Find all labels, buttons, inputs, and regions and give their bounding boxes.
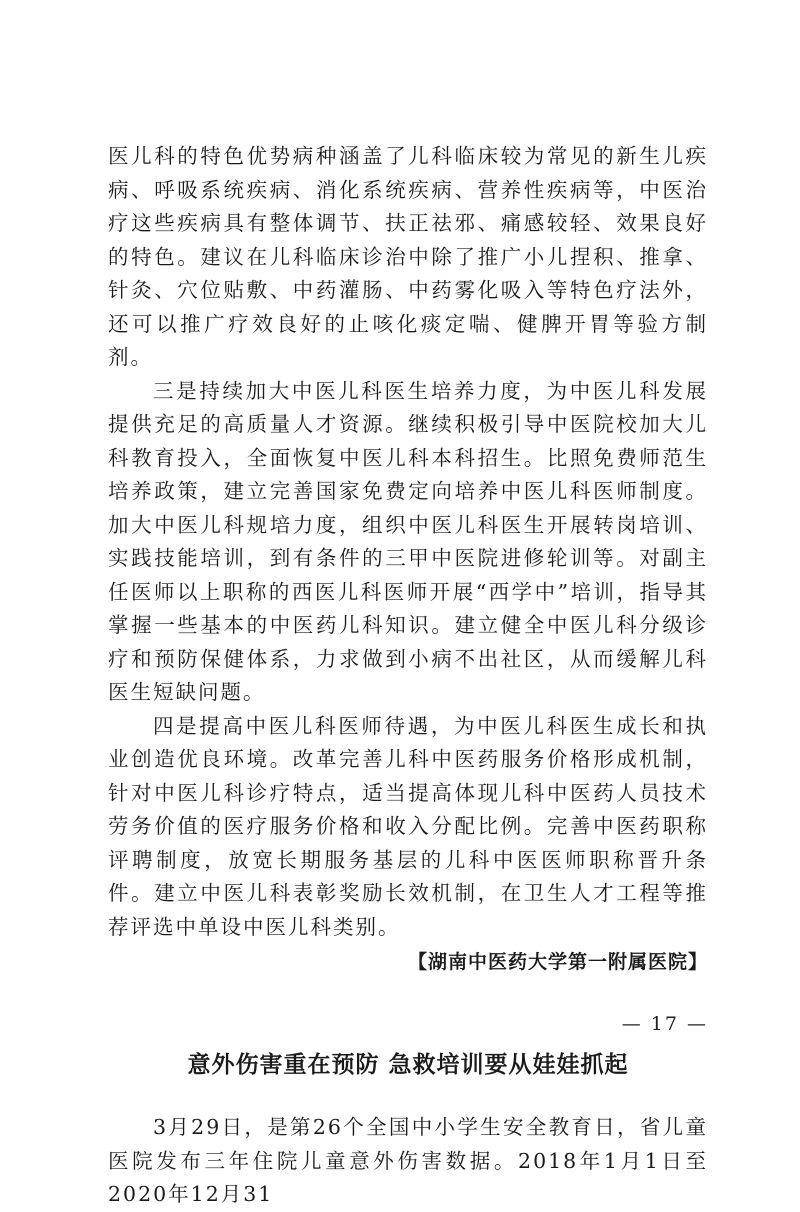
body-paragraph-2: 三是持续加大中医儿科医生培养力度，为中医儿科发展提供充足的高质量人才资源。继续积极引导中医院校加大儿科教育投入，全面恢复中医儿科本科招生。比照免费师范生培养政策，建立完善国家免费定向培养中医儿科医师制度。加大中医儿科规培力度，组织中医儿科医生开展转岗培训、实践技能培训，到有条件的三甲中医院进修轮训等。对副主任医师以上职称的西医儿科医师开展“西学中”培训，指导其掌握一些基本的中医药儿科知识。建立健全中医儿科分级诊疗和预防保健体系，力求做到小病不出社区，从而缓解儿科医生短缺问题。 <box>108 378 708 704</box>
article-paragraph-1: 3月29日，是第26个全国中小学生安全教育日，省儿童医院发布三年住院儿童意外伤害数据。2018年1月1日至2020年12月31 <box>108 1115 708 1206</box>
body-paragraph-1: 医儿科的特色优势病种涵盖了儿科临床较为常见的新生儿疾病、呼吸系统疾病、消化系统疾病、营养性疾病等，中医治疗这些疾病具有整体调节、扶正祛邪、痛感较轻、效果良好的特色。建议在儿科临床诊治中除了推广小儿捏积、推拿、针灸、穴位贴敷、中药灌肠、中药雾化吸入等特色疗法外，还可以推广疗效良好的止咳化痰定喘、健脾开胃等验方制剂。 <box>108 144 708 369</box>
body-paragraph-3: 四是提高中医儿科医师待遇，为中医儿科医生成长和执业创造优良环境。改革完善儿科中医药服务价格形成机制，针对中医儿科诊疗特点，适当提高体现儿科中医药人员技术劳务价值的医疗服务价格和收入分配比例。完善中医药职称评聘制度，放宽长期服务基层的儿科中医医师职称晋升条件。建立中医儿科表彰奖励长效机制，在卫生人才工程等推荐评选中单设中医儿科类别。 <box>108 713 708 939</box>
document-page <box>108 140 708 1212</box>
source-attribution: 【湖南中医药大学第一附属医院】 <box>407 951 708 973</box>
page-number: — 17 — <box>621 1013 708 1035</box>
article-title: 意外伤害重在预防 急救培训要从娃娃抓起 <box>187 1052 629 1078</box>
